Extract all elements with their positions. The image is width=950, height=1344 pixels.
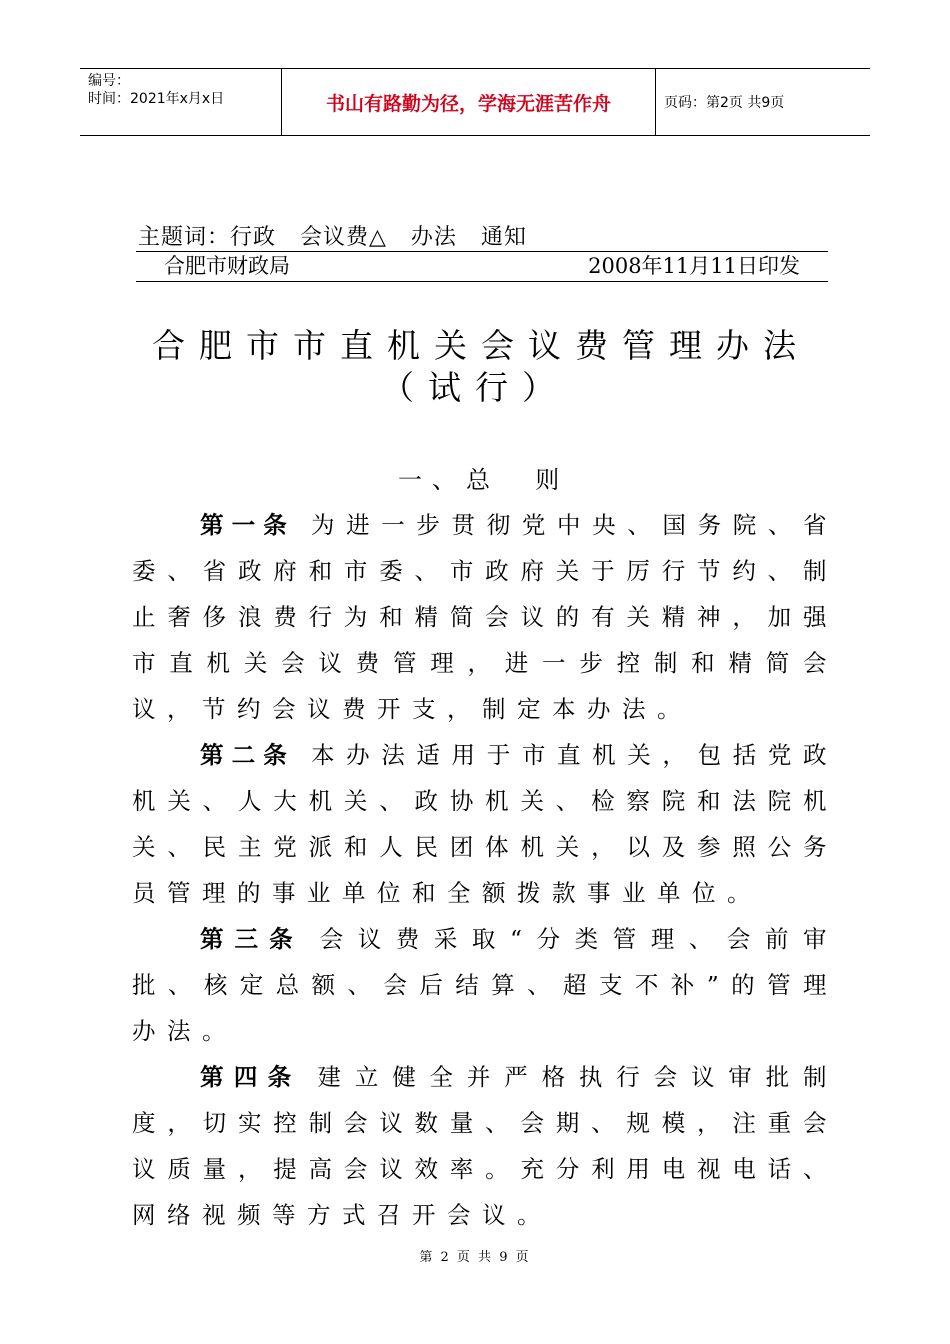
issue-date: 2008年11月11日印发 — [588, 254, 800, 278]
article-3 — [132, 916, 838, 1054]
article-4 — [132, 1054, 838, 1238]
header-motto: 书山有路勤为径，学海无涯苦作舟 — [325, 92, 611, 115]
article-1 — [132, 502, 838, 732]
document-subtitle: （试行） — [381, 368, 569, 407]
article-1-label: 第一条 — [200, 511, 295, 539]
article-4-text: 建立健全并严格执行会议审批制度，切实控制会议数量、会期、规模，注重会议质量，提高会议效率。充分利用电视电话、网络视频等方式召开会议。 — [132, 1063, 838, 1229]
article-2-text: 本办法适用于市直机关，包括党政机关、人大机关、政协机关、检察院和法院机关、民主党派和人民团体机关，以及参照公务员管理的事业单位和全额拨款事业单位。 — [132, 741, 839, 907]
header-page-cell — [656, 69, 870, 135]
page-footer: 第 2 页 共 9 页 — [419, 1250, 531, 1265]
article-4-label: 第四条 — [200, 1063, 302, 1091]
subject-words: 主题词：行政 会议费△ 办法 通知 — [138, 225, 527, 250]
subject-divider-bottom — [136, 281, 828, 282]
article-1-text: 为进一步贯彻党中央、国务院、省委、省政府和市委、市政府关于厉行节约、制止奢侈浪费行为和精简会议的有关精神，加强市直机关会议费管理，进一步控制和精简会议，节约会议费开支，制定本办法。 — [132, 511, 839, 723]
article-3-text: 会议费采取“分类管理、会前审批、核定总额、会后结算、超支不补”的管理办法。 — [132, 925, 839, 1045]
article-3-label: 第三条 — [200, 925, 304, 953]
issuer-row — [138, 251, 828, 281]
document-title: 合肥市市直机关会议费管理办法 — [152, 326, 810, 365]
article-2-label: 第二条 — [200, 741, 295, 769]
header-meta-cell — [80, 69, 281, 135]
document-number-label: 编号： — [88, 73, 130, 89]
section-heading: 一、总 则 — [398, 466, 570, 494]
page-header-table — [80, 68, 870, 136]
header-page-info: 页码：第2页 共9页 — [664, 95, 785, 111]
document-time-label: 时间：2021年x月x日 — [88, 91, 225, 107]
issuer-name: 合肥市财政局 — [164, 254, 290, 278]
document-body — [132, 502, 838, 1238]
header-motto-cell — [281, 69, 656, 135]
article-2 — [132, 732, 838, 916]
